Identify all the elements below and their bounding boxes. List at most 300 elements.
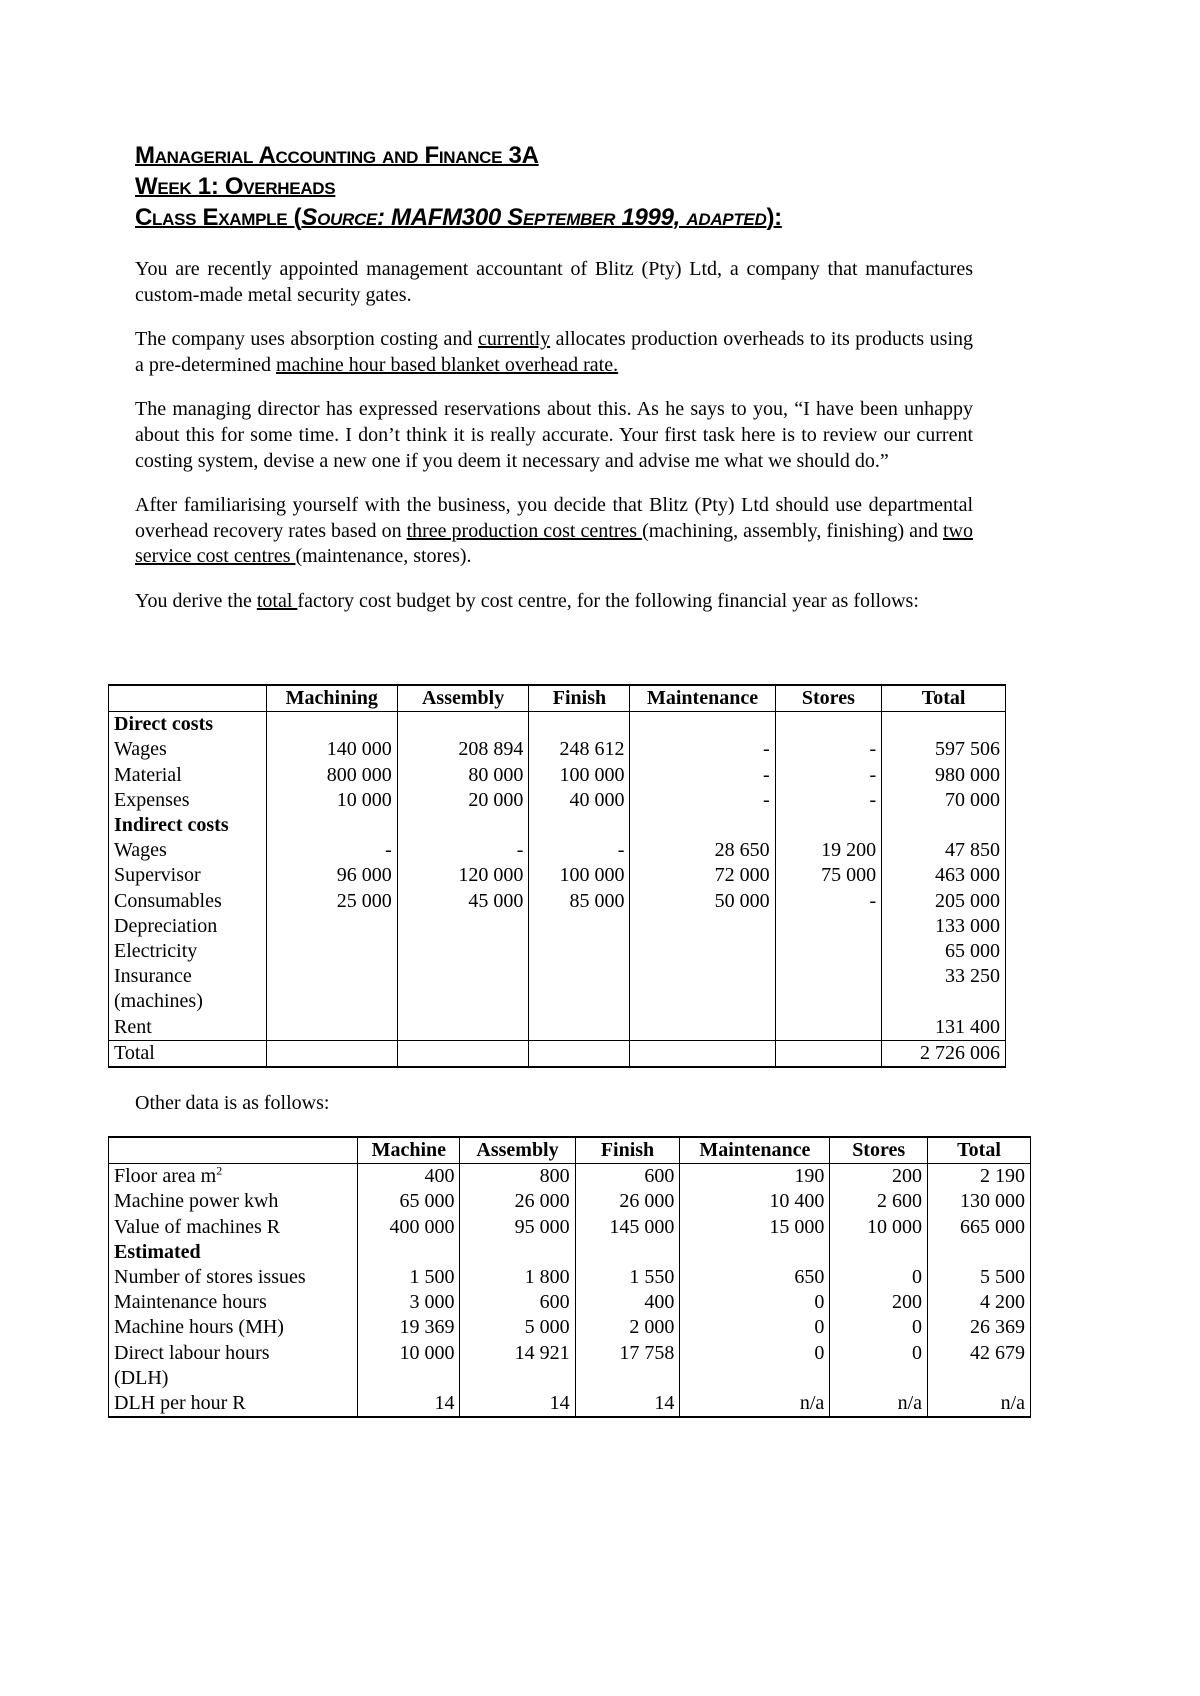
value-text: 25 000: [336, 889, 392, 912]
value-text: -: [762, 738, 770, 761]
table-row: [109, 964, 1006, 989]
section-row: [109, 712, 1006, 738]
empty-cell: [775, 712, 882, 738]
value-cell: [882, 889, 1006, 914]
value-cell: [460, 1265, 575, 1290]
column-header: Finish: [529, 685, 630, 712]
value-text: 400: [644, 1291, 675, 1314]
value-cell: [397, 939, 529, 964]
empty-cell: [830, 1240, 928, 1265]
column-header: Machine: [358, 1137, 460, 1164]
section-label: Estimated: [109, 1240, 358, 1265]
value-text: -: [617, 839, 625, 862]
row-label: [109, 939, 267, 964]
value-cell: [882, 1040, 1006, 1067]
value-cell: [575, 1189, 680, 1214]
value-cell: [928, 1391, 1031, 1417]
value-text: -: [869, 788, 877, 811]
value-cell: [266, 838, 397, 863]
value-text: -: [762, 763, 770, 786]
row-label-text: (DLH): [114, 1366, 169, 1389]
text-segment: (maintenance, stores).: [295, 545, 472, 568]
row-label: [109, 1315, 358, 1340]
paragraph: [135, 493, 973, 570]
value-cell: [397, 737, 529, 762]
row-label-text: Supervisor: [114, 864, 201, 887]
superscript: 2: [216, 1163, 223, 1178]
section-row: [109, 813, 1006, 838]
value-cell: [680, 1189, 830, 1214]
value-cell: [529, 989, 630, 1014]
example-title-prefix: Class Example (: [135, 204, 302, 231]
value-cell: [830, 1215, 928, 1240]
example-title: [135, 202, 782, 233]
row-label: [109, 964, 267, 989]
underlined-text: total: [256, 589, 298, 612]
row-label-text: Total: [114, 1041, 155, 1064]
table-row: [109, 737, 1006, 762]
text-segment: allocates production overheads to its products using a pre-determined: [135, 328, 974, 376]
value-text: 0: [912, 1316, 923, 1339]
empty-cell: [397, 813, 529, 838]
value-text: 200: [892, 1165, 923, 1188]
underlined-text: machine hour based blanket overhead rate.: [276, 353, 619, 376]
value-text: 80 000: [468, 763, 524, 786]
text-segment: The company uses absorption costing and: [135, 328, 478, 351]
value-cell: [529, 1015, 630, 1041]
row-label: [109, 863, 267, 888]
value-cell: [680, 1290, 830, 1315]
row-label: [109, 1265, 358, 1290]
value-text: 600: [539, 1291, 570, 1314]
value-cell: [680, 1215, 830, 1240]
value-cell: [928, 1290, 1031, 1315]
empty-cell: [266, 712, 397, 738]
empty-cell: [882, 712, 1006, 738]
value-cell: [630, 737, 775, 762]
value-cell: [680, 1341, 830, 1366]
value-cell: [358, 1215, 460, 1240]
value-text: 65 000: [399, 1190, 455, 1213]
row-label-text: Wages: [114, 738, 167, 761]
value-cell: [397, 863, 529, 888]
value-text: 133 000: [935, 914, 1000, 937]
paragraph: [135, 257, 973, 308]
value-cell: [630, 964, 775, 989]
value-text: 95 000: [514, 1215, 570, 1238]
value-cell: [460, 1189, 575, 1214]
value-text: 200: [892, 1291, 923, 1314]
empty-cell: [928, 1240, 1031, 1265]
value-cell: [775, 1015, 882, 1041]
value-text: 70 000: [945, 788, 1000, 811]
value-text: 100 000: [559, 763, 625, 786]
table-row: [109, 763, 1006, 788]
value-cell: [680, 1265, 830, 1290]
value-text: 75 000: [821, 864, 877, 887]
column-header: Maintenance: [680, 1137, 830, 1164]
value-cell: [680, 1366, 830, 1391]
table-row: [109, 1164, 1031, 1190]
value-text: 463 000: [935, 864, 1000, 887]
underlined-text: three production cost centres: [406, 519, 643, 542]
value-cell: [775, 737, 882, 762]
value-cell: [882, 1015, 1006, 1041]
table-row: [109, 1315, 1031, 1340]
underlined-text: two service cost centres: [135, 519, 973, 568]
value-cell: [630, 1040, 775, 1067]
value-text: 40 000: [569, 788, 625, 811]
value-cell: [928, 1366, 1031, 1391]
value-cell: [358, 1164, 460, 1190]
row-label-text: Maintenance hours: [114, 1291, 267, 1314]
value-text: 120 000: [458, 864, 524, 887]
table-row: [109, 1189, 1031, 1214]
value-text: 85 000: [569, 889, 625, 912]
value-text: 50 000: [714, 889, 770, 912]
value-text: 1 500: [409, 1266, 455, 1289]
value-cell: [775, 763, 882, 788]
row-label: [109, 1290, 358, 1315]
table-row: [109, 863, 1006, 888]
row-label: [109, 1189, 358, 1214]
value-cell: [460, 1290, 575, 1315]
value-text: 17 758: [619, 1341, 675, 1364]
value-text: 4 200: [980, 1291, 1025, 1314]
value-text: 400 000: [389, 1215, 455, 1238]
column-header: Stores: [830, 1137, 928, 1164]
value-text: 0: [814, 1316, 825, 1339]
table-row: [109, 1040, 1006, 1067]
value-cell: [358, 1366, 460, 1391]
value-cell: [882, 939, 1006, 964]
row-label-text: Consumables: [114, 889, 222, 912]
value-cell: [630, 763, 775, 788]
value-text: 980 000: [935, 763, 1000, 786]
value-cell: [928, 1315, 1031, 1340]
value-cell: [529, 838, 630, 863]
value-cell: [460, 1341, 575, 1366]
row-label-text: Expenses: [114, 788, 190, 811]
value-cell: [882, 989, 1006, 1014]
value-text: 650: [794, 1266, 825, 1289]
value-text: 248 612: [559, 738, 625, 761]
value-cell: [460, 1215, 575, 1240]
value-cell: [680, 1391, 830, 1417]
row-label-text: Machine power kwh: [114, 1190, 279, 1213]
row-label-text: (machines): [114, 990, 203, 1013]
value-text: 42 679: [970, 1341, 1025, 1364]
value-text: 145 000: [609, 1215, 675, 1238]
value-text: 0: [814, 1341, 825, 1364]
value-text: 26 000: [514, 1190, 570, 1213]
value-cell: [830, 1164, 928, 1190]
value-cell: [397, 1040, 529, 1067]
document-headings: [135, 140, 782, 233]
value-text: 5 000: [524, 1316, 570, 1339]
paragraph: [135, 589, 973, 615]
value-cell: [397, 914, 529, 939]
value-text: 19 200: [821, 839, 877, 862]
value-text: 45 000: [468, 889, 524, 912]
empty-cell: [630, 813, 775, 838]
table-row: [109, 1015, 1006, 1041]
table-row: [109, 1290, 1031, 1315]
row-label-text: Electricity: [114, 940, 198, 963]
row-label: [109, 1015, 267, 1041]
row-label: [109, 788, 267, 813]
section-row: [109, 1240, 1031, 1265]
row-label-text: Rent: [114, 1015, 152, 1038]
row-label: [109, 914, 267, 939]
value-text: 2 726 006: [920, 1041, 1000, 1064]
value-cell: [830, 1341, 928, 1366]
value-cell: [529, 889, 630, 914]
value-text: 72 000: [714, 864, 770, 887]
value-text: 0: [814, 1291, 825, 1314]
empty-cell: [630, 712, 775, 738]
column-header: [109, 1137, 358, 1164]
text-segment: (machining, assembly, finishing) and: [642, 519, 943, 542]
example-title-suffix: ):: [766, 204, 782, 231]
value-cell: [397, 889, 529, 914]
value-cell: [397, 763, 529, 788]
value-cell: [775, 863, 882, 888]
cost-budget-table: [108, 684, 1006, 1068]
value-cell: [575, 1366, 680, 1391]
value-cell: [358, 1290, 460, 1315]
paragraph: [135, 327, 973, 378]
row-label-text: Machine hours (MH): [114, 1316, 284, 1339]
value-text: 33 250: [945, 965, 1000, 988]
value-cell: [575, 1290, 680, 1315]
value-text: -: [385, 839, 392, 862]
column-header: Assembly: [460, 1137, 575, 1164]
example-title-source: Source: MAFM300 September 1999, adapted: [301, 204, 767, 231]
row-label: [109, 1341, 358, 1366]
document-body: [135, 257, 973, 634]
empty-cell: [575, 1240, 680, 1265]
table-row: [109, 939, 1006, 964]
value-cell: [266, 1040, 397, 1067]
table-row: [109, 838, 1006, 863]
value-cell: [630, 989, 775, 1014]
row-label-text: Floor area m: [114, 1165, 217, 1188]
row-label-text: DLH per hour R: [114, 1392, 246, 1415]
value-text: 10 000: [399, 1341, 455, 1364]
value-cell: [630, 939, 775, 964]
value-cell: [266, 964, 397, 989]
value-cell: [358, 1265, 460, 1290]
value-text: n/a: [799, 1392, 825, 1415]
value-text: 14: [549, 1392, 570, 1415]
value-text: 130 000: [960, 1190, 1025, 1213]
value-text: 10 400: [769, 1190, 825, 1213]
value-text: 10 000: [336, 788, 392, 811]
paragraph: [135, 397, 973, 474]
value-text: 665 000: [960, 1215, 1025, 1238]
course-title: Managerial Accounting and Finance 3A: [135, 142, 539, 169]
table-row: [109, 788, 1006, 813]
value-cell: [928, 1164, 1031, 1190]
value-cell: [928, 1341, 1031, 1366]
value-cell: [830, 1391, 928, 1417]
value-cell: [830, 1290, 928, 1315]
table-row: [109, 1366, 1031, 1391]
value-cell: [460, 1391, 575, 1417]
value-cell: [358, 1391, 460, 1417]
header-row: [109, 1137, 1031, 1164]
value-cell: [775, 788, 882, 813]
value-text: 140 000: [326, 738, 392, 761]
value-cell: [575, 1341, 680, 1366]
value-cell: [630, 863, 775, 888]
value-cell: [830, 1366, 928, 1391]
empty-cell: [460, 1240, 575, 1265]
value-text: 800: [539, 1165, 570, 1188]
value-text: 26 000: [619, 1190, 675, 1213]
value-cell: [882, 863, 1006, 888]
text-segment: You are recently appointed management accountant of Blitz (Pty) Ltd, a company that manufactures custom-made metal security gates.: [135, 258, 973, 306]
value-text: 96 000: [336, 864, 392, 887]
column-header: Stores: [775, 685, 882, 712]
table-row: [109, 1341, 1031, 1366]
value-cell: [266, 889, 397, 914]
value-cell: [928, 1215, 1031, 1240]
value-text: 28 650: [714, 839, 770, 862]
value-cell: [266, 939, 397, 964]
value-cell: [882, 838, 1006, 863]
text-segment: factory cost budget by cost centre, for the following financial year as follows:: [297, 589, 919, 612]
value-text: -: [869, 738, 877, 761]
text-segment: After familiarising yourself with the business, you decide that Blitz (Pty) Ltd should use departmental overhead recovery rates based on: [135, 494, 973, 542]
value-text: 2 190: [980, 1165, 1025, 1188]
column-header: Machining: [266, 685, 397, 712]
value-cell: [529, 1040, 630, 1067]
value-text: -: [762, 788, 770, 811]
value-cell: [830, 1265, 928, 1290]
header-row: [109, 685, 1006, 712]
value-text: 14 921: [514, 1341, 570, 1364]
value-text: n/a: [897, 1392, 923, 1415]
value-cell: [529, 763, 630, 788]
value-text: 20 000: [468, 788, 524, 811]
section-label: Indirect costs: [109, 813, 267, 838]
value-text: 3 000: [409, 1291, 455, 1314]
row-label-text: Value of machines R: [114, 1215, 281, 1238]
week-title: Week 1: Overheads: [135, 173, 336, 200]
value-cell: [266, 863, 397, 888]
empty-cell: [397, 712, 529, 738]
table-row: [109, 1391, 1031, 1417]
value-cell: [575, 1265, 680, 1290]
value-text: 47 850: [945, 839, 1000, 862]
row-label: [109, 1215, 358, 1240]
value-cell: [575, 1315, 680, 1340]
column-header: Total: [928, 1137, 1031, 1164]
value-text: 65 000: [945, 940, 1000, 963]
value-cell: [460, 1164, 575, 1190]
value-text: 400: [424, 1165, 455, 1188]
value-cell: [266, 763, 397, 788]
value-text: 0: [912, 1266, 923, 1289]
row-label-text: Wages: [114, 839, 167, 862]
value-cell: [266, 788, 397, 813]
value-cell: [775, 989, 882, 1014]
value-text: 131 400: [935, 1015, 1000, 1038]
other-data-table: [108, 1136, 1031, 1418]
value-cell: [529, 788, 630, 813]
value-cell: [882, 788, 1006, 813]
other-data-intro: Other data is as follows:: [135, 1092, 330, 1114]
value-cell: [575, 1164, 680, 1190]
value-text: 0: [912, 1341, 923, 1364]
row-label: [109, 1366, 358, 1391]
value-text: 19 369: [399, 1316, 455, 1339]
value-cell: [882, 763, 1006, 788]
value-cell: [775, 889, 882, 914]
value-text: 1 800: [524, 1266, 570, 1289]
value-text: 26 369: [970, 1316, 1025, 1339]
text-segment: You derive the: [135, 589, 257, 612]
column-header: Finish: [575, 1137, 680, 1164]
value-cell: [529, 914, 630, 939]
value-cell: [882, 737, 1006, 762]
value-cell: [882, 964, 1006, 989]
value-text: 10 000: [867, 1215, 923, 1238]
value-text: 14: [654, 1392, 675, 1415]
value-text: 100 000: [559, 864, 625, 887]
value-cell: [529, 863, 630, 888]
value-cell: [680, 1315, 830, 1340]
value-cell: [397, 788, 529, 813]
value-text: 800 000: [326, 763, 392, 786]
value-cell: [775, 1040, 882, 1067]
value-cell: [397, 1015, 529, 1041]
value-cell: [266, 737, 397, 762]
value-cell: [630, 1015, 775, 1041]
column-header: Maintenance: [630, 685, 775, 712]
column-header: Assembly: [397, 685, 529, 712]
value-text: -: [869, 763, 877, 786]
value-text: 15 000: [769, 1215, 825, 1238]
value-cell: [575, 1215, 680, 1240]
empty-cell: [680, 1240, 830, 1265]
value-cell: [529, 939, 630, 964]
table-row: [109, 889, 1006, 914]
empty-cell: [529, 712, 630, 738]
value-text: 600: [644, 1165, 675, 1188]
value-cell: [775, 964, 882, 989]
row-label: [109, 737, 267, 762]
value-cell: [358, 1341, 460, 1366]
value-text: -: [516, 839, 524, 862]
table-row: [109, 1265, 1031, 1290]
section-label: Direct costs: [109, 712, 267, 738]
underlined-text: currently: [477, 328, 551, 351]
value-cell: [630, 838, 775, 863]
value-cell: [680, 1164, 830, 1190]
value-text: 205 000: [935, 889, 1000, 912]
row-label: [109, 763, 267, 788]
value-cell: [529, 737, 630, 762]
value-cell: [575, 1391, 680, 1417]
empty-cell: [882, 813, 1006, 838]
value-text: 5 500: [980, 1266, 1025, 1289]
value-cell: [358, 1189, 460, 1214]
table-row: [109, 914, 1006, 939]
row-label: [109, 1391, 358, 1417]
